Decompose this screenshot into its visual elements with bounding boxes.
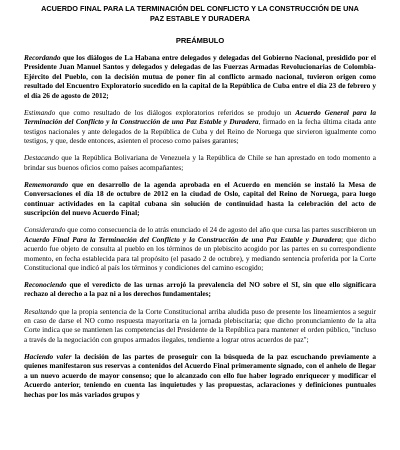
paragraph-recordando xyxy=(24,53,376,100)
paragraph-estimando xyxy=(24,108,376,146)
paragraph-considerando xyxy=(24,225,376,272)
paragraph-resaltando xyxy=(24,307,376,345)
agreement-name: Acuerdo General para la Terminación del Conflicto y la Construcción de una Paz Estable y Duradera xyxy=(24,107,376,127)
paragraph-destacando xyxy=(24,153,376,172)
paragraph-text: ; que dicho acuerdo fue objeto de consulta al pueblo en los términos de un plebiscito acogido por las partes en su correspondiente momento, en fecha establecida para tal propósito (el pasado 2 de octubre), y mediando sentencia proferida por la Corte Constitucional que indicó al país los términos y condiciones del camino escogido; xyxy=(24,234,376,272)
paragraph-reconociendo xyxy=(24,280,376,299)
section-heading: PREÁMBULO xyxy=(175,36,225,45)
paragraph-text: la decisión de las partes de proseguir con la búsqueda de la paz escuchando previamente a quienes manifestaron sus reservas a contenidos del Acuerdo Final primeramente signado, con el anhelo de llegar a un nuevo acuerdo de mayor consenso; que lo alcanzado con ello fue haber logrado enriquecer y modificar el Acuerdo anterior, teniendo en cuenta las inquietudes y las propuestas, aclaraciones y definiciones puntuales hechas por los más variados grupos y xyxy=(24,351,376,399)
paragraph-text: que en desarrollo de la agenda aprobada en el Acuerdo en mención se instaló la Mesa de Conversaciones el día 18 de octubre de 2012 en la ciudad de Oslo, capital del Reino de Noruega, para luego continuar actividades en la capital cubana sin solución de continuidad hasta la celebración del acto de suscripción del nuevo Acuerdo Final; xyxy=(24,179,376,218)
agreement-name: Acuerdo Final Para la Terminación del Conflicto y la Construcción de una Paz Estable y Duradera xyxy=(24,234,342,244)
paragraph-intro: Rememorando xyxy=(24,179,69,189)
paragraph-intro: Destacando xyxy=(24,153,59,163)
paragraph-text: que la propia sentencia de la Corte Constitucional arriba aludida puso de presente los lineamientos a seguir en caso de darse el NO como respuesta mayoritaria en la jornada plebiscitaria; que dicho pronunciamiento de la alta Corte indica que se mantienen las competencias del Presidente de la República para mantener el orden público, "incluso a través de la negociación con grupos armados ilegales, tendiente a lograr otros acuerdos de paz"; xyxy=(24,306,376,344)
paragraph-intro: Recordando xyxy=(24,53,61,62)
paragraph-intro: Resaltando xyxy=(24,306,57,316)
paragraph-intro: Estimando xyxy=(24,107,56,117)
paragraph-intro: Reconociendo xyxy=(24,280,67,290)
document-title: ACUERDO FINAL PARA LA TERMINACIÓN DEL CONFLICTO Y LA CONSTRUCCIÓN DE UNA PAZ ESTABLE Y DURADERA xyxy=(41,4,359,23)
paragraph-haciendo-valer xyxy=(24,352,376,399)
paragraph-rememorando xyxy=(24,180,376,218)
paragraph-text: , firmado en la fecha última citada ante testigos nacionales y ante delegados de la República de Cuba y del Reino de Noruega que sirvieron igualmente como testigos, y que, desde entonces, asienten el proceso como países garantes; xyxy=(24,117,376,146)
paragraph-text: que el veredicto de las urnas arrojó la prevalencia del NO sobre el SI, sin que ello significara rechazo al derecho a la paz ni a los derechos fundamentales; xyxy=(24,280,376,299)
paragraph-intro: Haciendo valer xyxy=(24,351,72,361)
paragraph-text: que como consecuencia de lo atrás enunciado el 24 de agosto del año que cursa las partes suscribieron un xyxy=(65,225,376,235)
paragraph-text: que como resultado de los diálogos exploratorios referidos se produjo un xyxy=(55,107,296,117)
paragraph-text: que los diálogos de La Habana entre delegados y delegadas del Gobierno Nacional, presidido por el Presidente Juan Manuel Santos y delegados y delegadas de las Fuerzas Armadas Revolucionarias de Colombia-Ejército del Pueblo, con la decisión mutua de poner fin al conflicto armado nacional, tuvieron origen como resultado del Encuentro Exploratorio sucedido en la capital de la República de Cuba entre el día 23 de febrero y el día 26 de agosto de 2012; xyxy=(24,53,376,100)
paragraph-intro: Considerando xyxy=(24,225,66,235)
paragraph-text: que la República Bolivariana de Venezuela y la República de Chile se han aprestado en todo momento a brindar sus buenos oficios como países acompañantes; xyxy=(24,153,376,172)
